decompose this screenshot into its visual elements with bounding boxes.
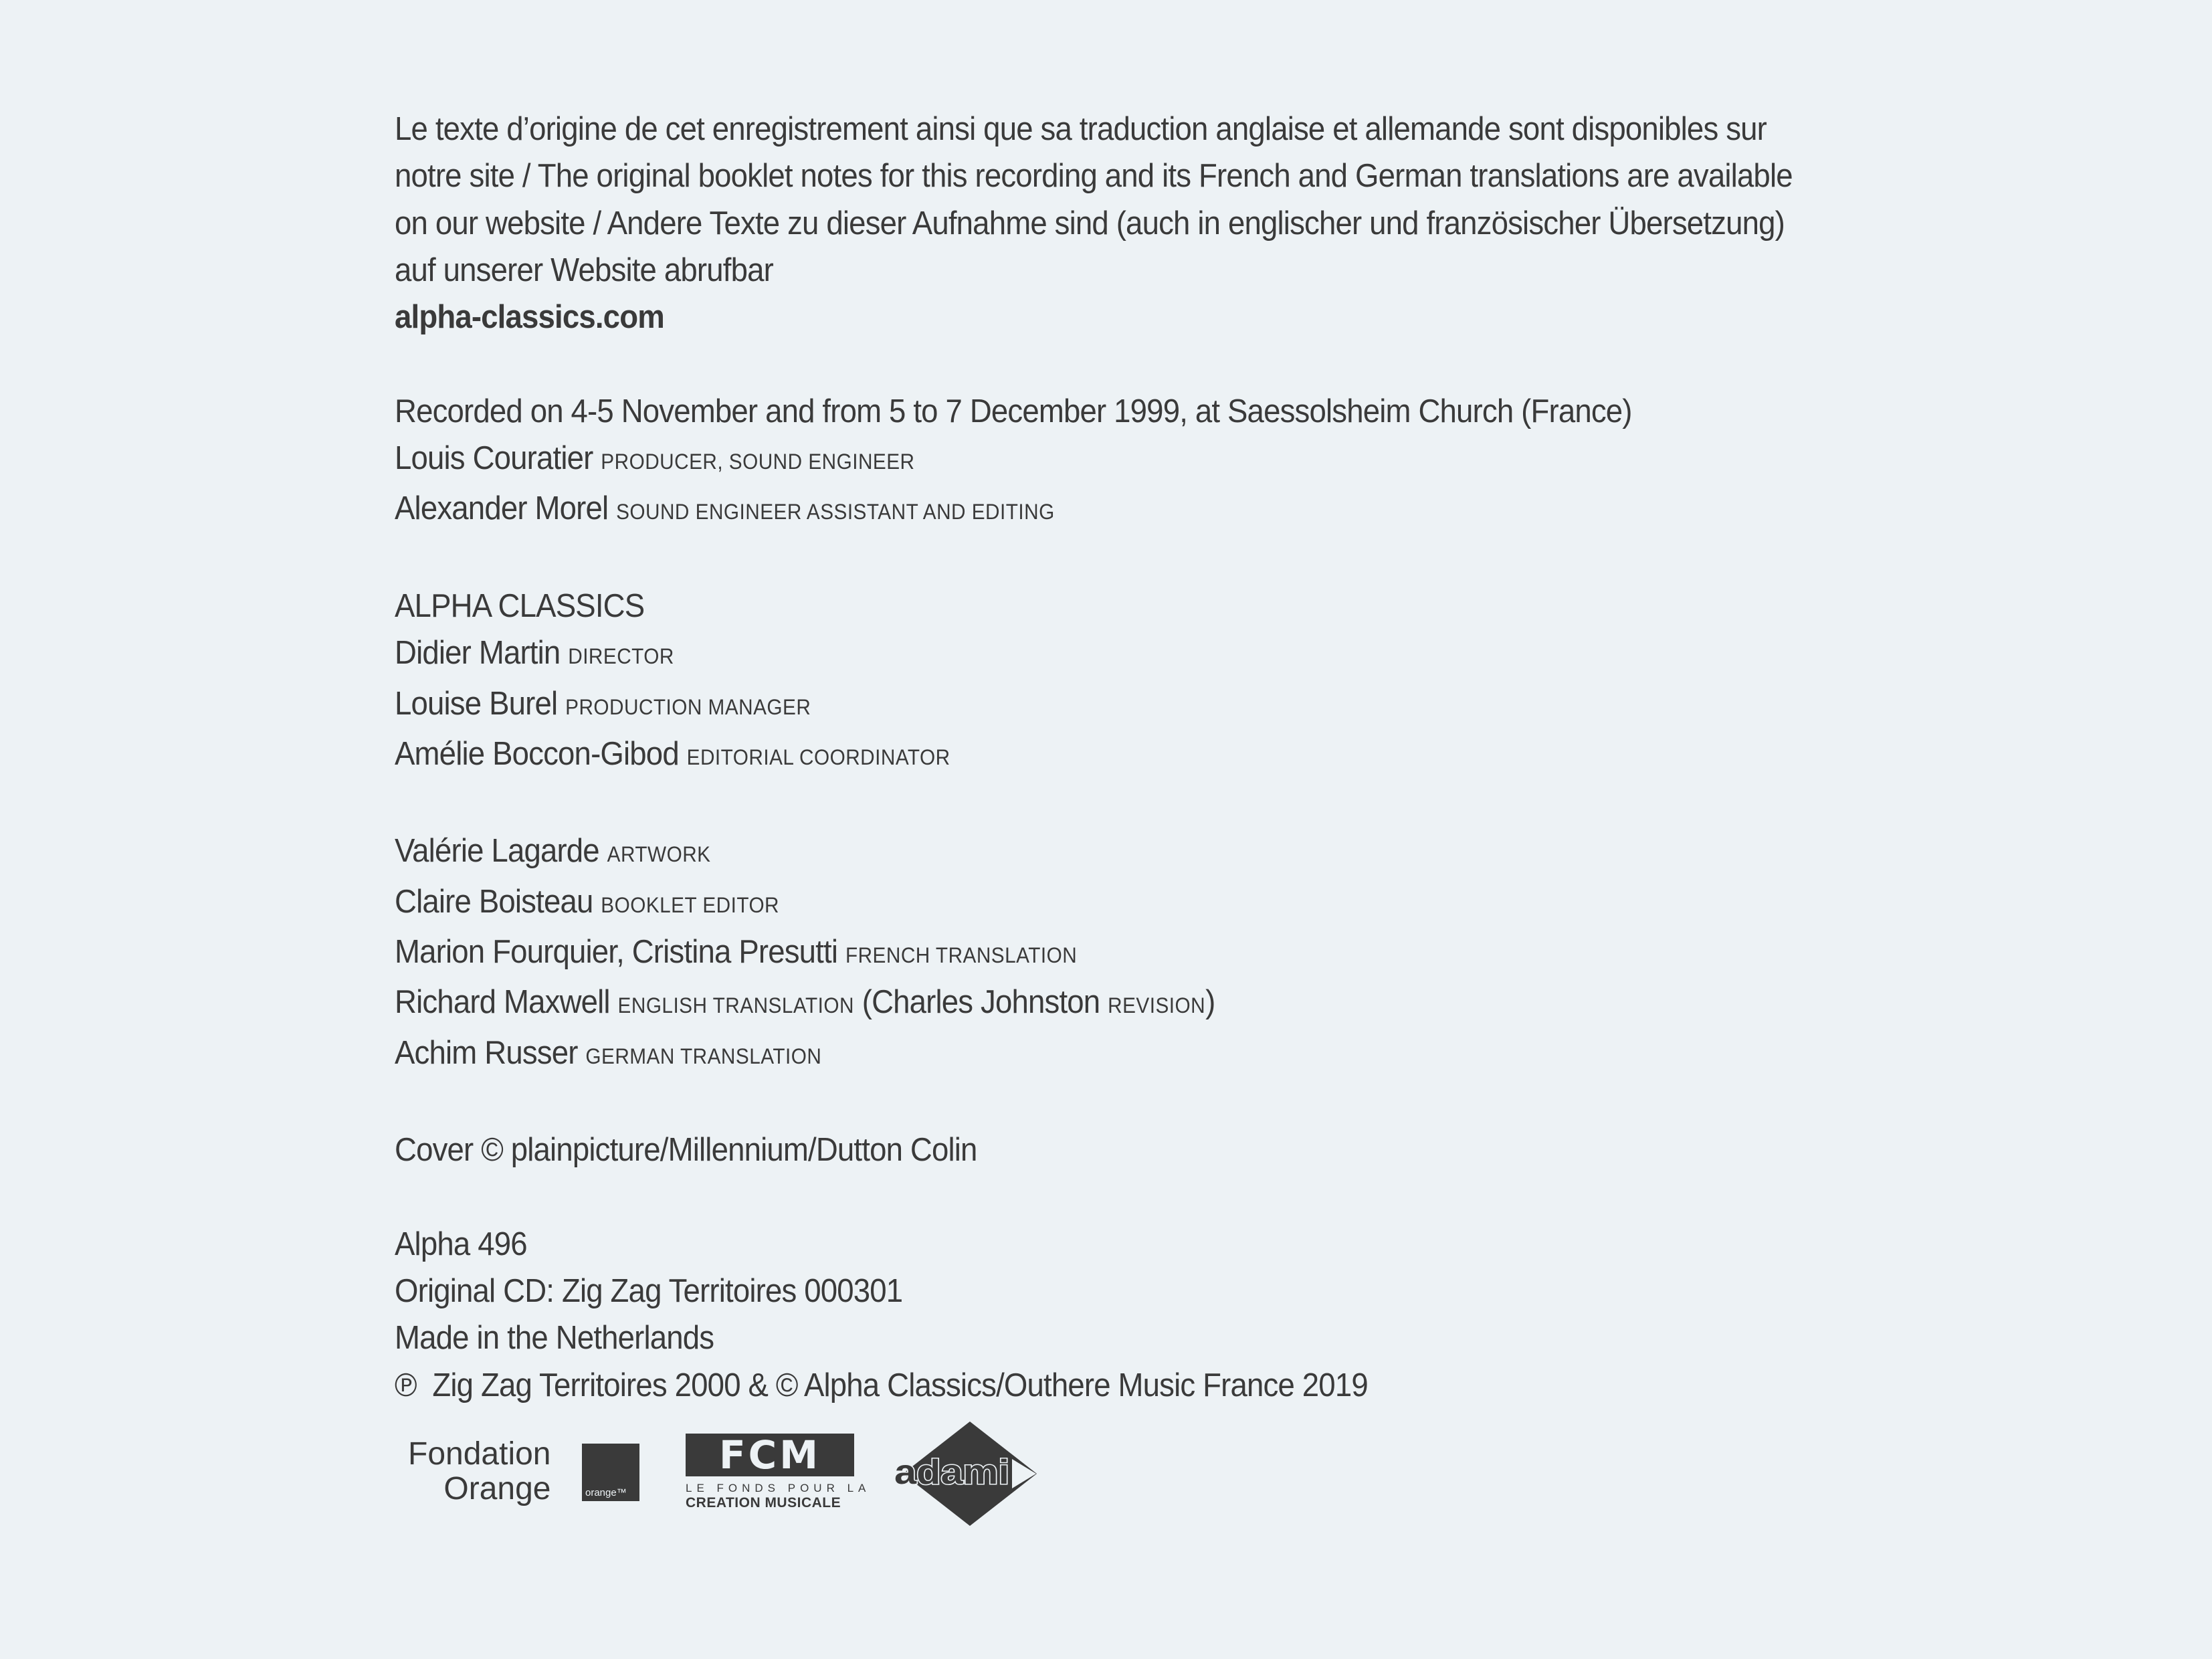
label-title: ALPHA CLASSICS	[395, 587, 645, 624]
credit-extra-name: (Charles Johnston	[853, 984, 1108, 1021]
label-block	[395, 583, 1880, 781]
credit-name: Louis Couratier	[395, 440, 593, 477]
credit-name: Louise Burel	[395, 685, 558, 722]
credit-line	[395, 680, 1776, 730]
credit-line	[395, 485, 1776, 535]
credit-role: FRENCH TRANSLATION	[845, 943, 1078, 968]
release-block	[395, 1221, 1880, 1409]
intro-line: notre site / The original booklet notes for this recording and its French and German translations are available	[395, 158, 1793, 195]
sponsor-logos	[401, 1417, 1070, 1531]
fondation-orange-logo	[408, 1437, 551, 1506]
recorded-info: Recorded on 4-5 November and from 5 to 7 December 1999, at Saessolsheim Church (France)	[395, 393, 1632, 429]
made-in: Made in the Netherlands	[395, 1320, 714, 1357]
adami-text: adami	[894, 1453, 1009, 1492]
fcm-subtitle-2: CREATION MUSICALE	[686, 1495, 841, 1510]
credit-line	[395, 827, 1776, 878]
adami-play-arrow-icon	[1012, 1459, 1036, 1488]
credit-role: ARTWORK	[607, 842, 711, 867]
orange-square-logo	[582, 1444, 639, 1501]
credit-extra-close: )	[1205, 984, 1215, 1021]
credit-line	[395, 730, 1776, 781]
fcm-subtitle-1: LE FONDS POUR LA	[686, 1482, 871, 1494]
booklet-block	[395, 827, 1880, 1079]
catalog-number: Alpha 496	[395, 1226, 527, 1262]
credit-role: DIRECTOR	[568, 644, 674, 669]
credit-line	[395, 629, 1776, 680]
orange-box-text: orange™	[585, 1487, 627, 1498]
credit-line	[395, 878, 1776, 929]
intro-line: auf unserer Website abrufbar	[395, 252, 773, 288]
credit-name: Claire Boisteau	[395, 883, 593, 920]
credit-role: BOOKLET EDITOR	[601, 892, 780, 917]
credit-role: SOUND ENGINEER ASSISTANT AND EDITING	[616, 500, 1055, 524]
fcm-logo	[686, 1432, 871, 1511]
fcm-title: FCM	[686, 1434, 854, 1476]
credit-name: Alexander Morel	[395, 490, 609, 527]
credit-name: Richard Maxwell	[395, 984, 610, 1021]
credit-name: Valérie Lagarde	[395, 833, 599, 870]
adami-logo	[893, 1420, 1047, 1527]
original-cd: Original CD: Zig Zag Territoires 000301	[395, 1273, 903, 1310]
credit-line	[395, 929, 1776, 979]
intro-line: Le texte d’origine de cet enregistrement ainsi que sa traduction anglaise et allemande sont disponibles sur	[395, 111, 1767, 147]
copyright-line: ℗ Zig Zag Territoires 2000 & © Alpha Classics/Outhere Music France 2019	[395, 1367, 1368, 1403]
recording-block	[395, 388, 1880, 536]
credit-name: Marion Fourquier, Cristina Presutti	[395, 934, 838, 971]
credit-line	[395, 979, 1776, 1029]
cover-credit: Cover © plainpicture/Millennium/Dutton Colin	[395, 1132, 977, 1169]
credit-name: Didier Martin	[395, 635, 561, 672]
intro-line: on our website / Andere Texte zu dieser Aufnahme sind (auch in englischer und französischer Übersetzung)	[395, 205, 1785, 241]
credit-line	[395, 435, 1776, 485]
credit-role: EDITORIAL COORDINATOR	[686, 745, 950, 769]
credit-name: Amélie Boccon-Gibod	[395, 735, 679, 772]
credit-line	[395, 1030, 1776, 1080]
credit-extra-role: REVISION	[1108, 993, 1206, 1018]
credit-role: ENGLISH TRANSLATION	[617, 993, 854, 1018]
credit-role: GERMAN TRANSLATION	[585, 1044, 822, 1068]
orange-text: Orange	[443, 1471, 551, 1506]
intro-block	[395, 106, 1880, 340]
website-link[interactable]: alpha-classics.com	[395, 299, 664, 336]
credits-page	[395, 106, 1880, 1409]
credit-name: Achim Russer	[395, 1034, 578, 1071]
fondation-text: Fondation	[408, 1436, 551, 1472]
credit-role: PRODUCTION MANAGER	[565, 694, 811, 719]
credit-role: PRODUCER, SOUND ENGINEER	[601, 450, 915, 474]
